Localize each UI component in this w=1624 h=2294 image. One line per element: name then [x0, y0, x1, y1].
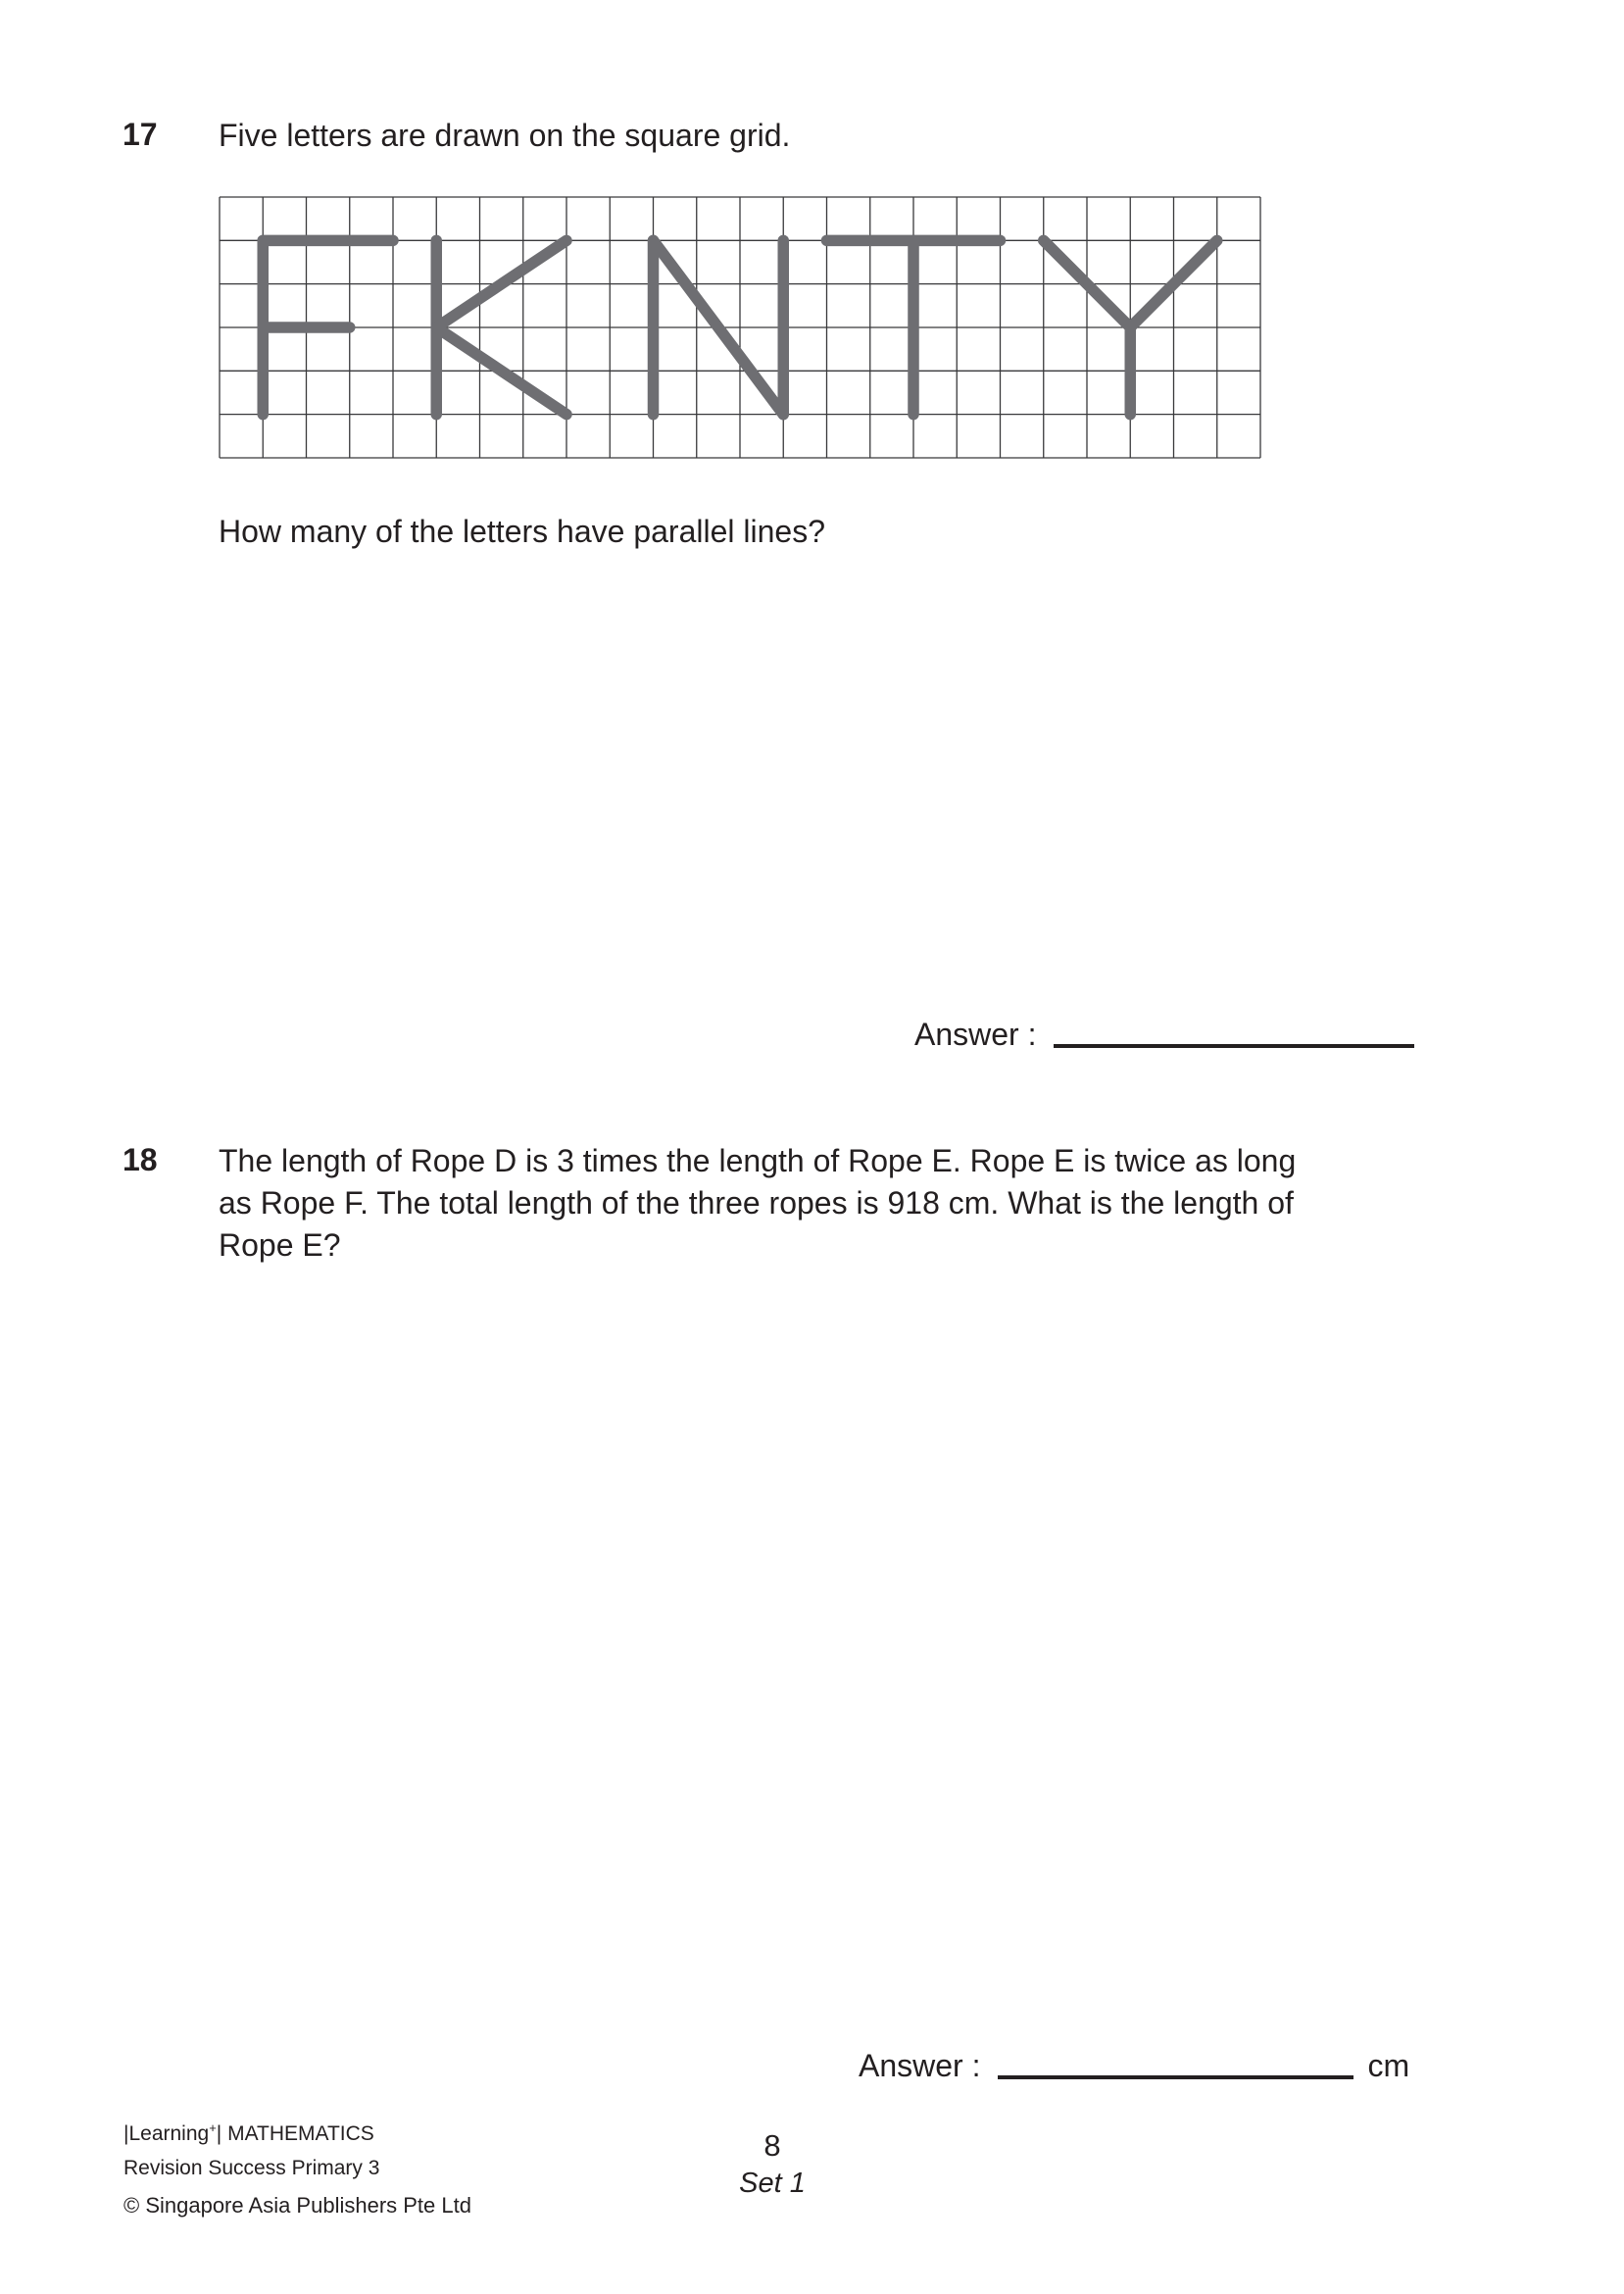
- q17-answer-line: [1054, 1044, 1414, 1048]
- page-number: 8: [763, 2128, 781, 2163]
- footer-series-sup: +: [209, 2120, 217, 2135]
- q18-text-line: as Rope F. The total length of the three ropes is 918 cm. What is the length of: [219, 1185, 1294, 1221]
- footer-series: |Learning+| MATHEMATICS: [123, 2120, 374, 2145]
- q18-text-line: The length of Rope D is 3 times the length of Rope E. Rope E is twice as long: [219, 1143, 1297, 1178]
- footer-edition: Revision Success Primary 3: [123, 2157, 380, 2179]
- q18-text-line: Rope E?: [219, 1227, 341, 1263]
- q18-answer-line: [998, 2075, 1353, 2079]
- footer-imprint: [123, 2111, 471, 2222]
- q18-number: 18: [123, 1142, 158, 1177]
- q18-text: [219, 1140, 1296, 1267]
- q18-answer-label: Answer :: [859, 2048, 981, 2083]
- q17-question: How many of the letters have parallel lines?: [219, 514, 825, 549]
- letter-grid-figure: [220, 197, 1260, 458]
- q17-number: 17: [123, 117, 158, 152]
- set-label: Set 1: [739, 2168, 806, 2199]
- footer-copyright: © Singapore Asia Publishers Pte Ltd: [123, 2193, 471, 2218]
- q17-answer-row: [914, 1017, 1414, 1052]
- q17-prompt: Five letters are drawn on the square grid.: [219, 118, 791, 153]
- q17-answer-label: Answer :: [914, 1017, 1037, 1052]
- q18-answer-unit: cm: [1367, 2048, 1410, 2083]
- q18-answer-row: [859, 2048, 1409, 2083]
- footer-page-block: [684, 2130, 861, 2198]
